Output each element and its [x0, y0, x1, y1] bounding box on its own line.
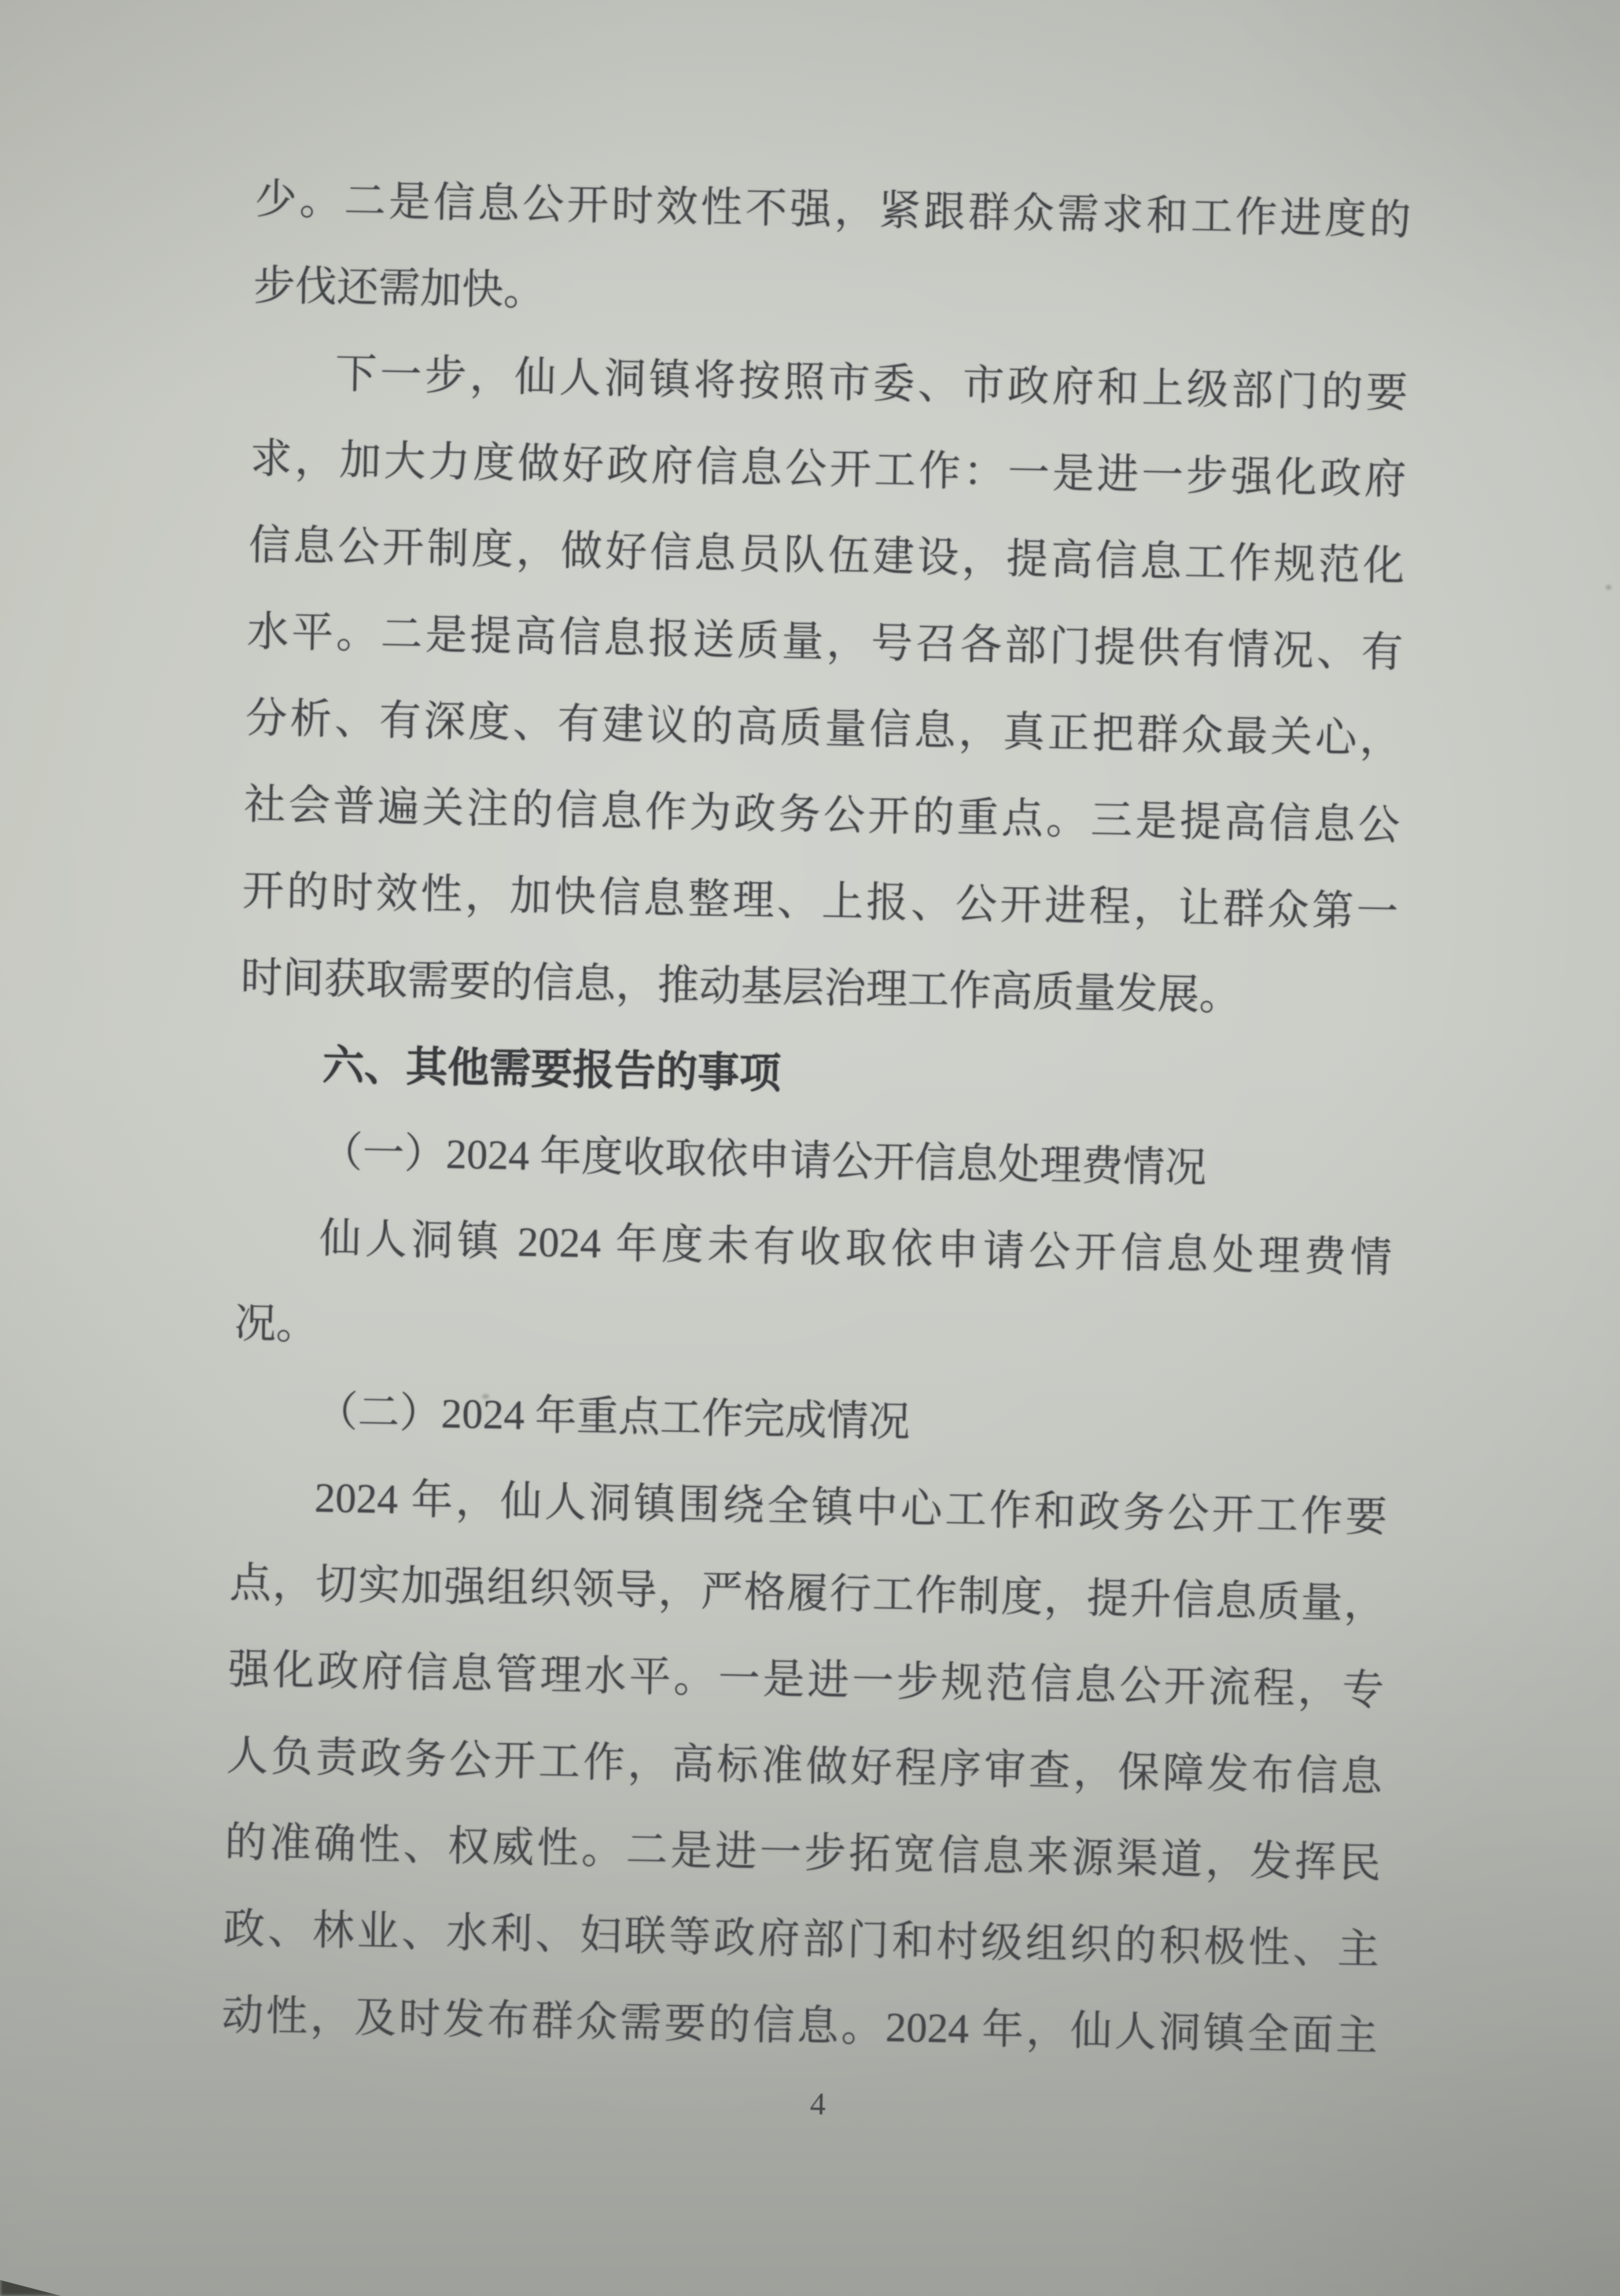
- section-heading: 六、其他需要报告的事项: [322, 1042, 782, 1098]
- text-line: 的准确性、权威性。二是进一步拓宽信息来源渠道，发挥民: [224, 1820, 1382, 1887]
- text-line: 求，加大力度做好政府信息公开工作：一是进一步强化政府: [249, 436, 1407, 503]
- text-line: 点，切实加强组织领导，严格履行工作制度，提升信息质量，: [229, 1560, 1386, 1628]
- text-line: 况。: [234, 1301, 318, 1349]
- text-line: 人负责政务公开工作，高标准做好程序审查，保障发布信息: [226, 1733, 1383, 1801]
- text-block: [221, 156, 1412, 2081]
- text-line: 下一步，仙人洞镇将按照市委、市政府和上级部门的要: [334, 351, 1408, 417]
- paper-corner-shadow: [0, 2277, 61, 2296]
- text-line: 开的时效性，加快信息整理、上报、公开进程，让群众第一: [241, 868, 1399, 936]
- text-line: 政、林业、水利、妇联等政府部门和村级组织的积极性、主: [223, 1906, 1380, 1974]
- text-line: 强化政府信息管理水平。一是进一步规范信息公开流程，专: [227, 1647, 1385, 1714]
- text-line: 时间获取需要的信息，推动基层治理工作高质量发展。: [240, 955, 1242, 1019]
- text-line: 动性，及时发布群众需要的信息。2024 年，仙人洞镇全面主: [221, 1992, 1379, 2060]
- paper-smudge: [1606, 585, 1611, 590]
- subsection-title: （二）2024 年重点工作完成情况: [315, 1389, 911, 1446]
- paper-smudge: [482, 1394, 489, 1399]
- text-line: 步伐还需加快。: [252, 263, 546, 315]
- page-number: 4: [809, 2085, 827, 2122]
- text-line: 信息公开制度，做好信息员队伍建设，提高信息工作规范化: [248, 522, 1405, 590]
- text-line: 水平。二是提高信息报送质量，号召各部门提供有情况、有: [246, 609, 1404, 676]
- text-line: 2024 年，仙人洞镇围绕全镇中心工作和政务公开工作要: [314, 1475, 1388, 1541]
- text-line: 少。二是信息公开时效性不强，紧跟群众需求和工作进度的: [254, 176, 1412, 244]
- text-line: 社会普遍关注的信息作为政务公开的重点。三是提高信息公: [243, 782, 1401, 849]
- subsection-title: （一）2024 年度收取依申请公开信息处理费情况: [320, 1129, 1207, 1192]
- text-line: 分析、有深度、有建议的高质量信息，真正把群众最关心，: [245, 695, 1402, 763]
- text-line: 仙人洞镇 2024 年度未有收取依申请公开信息处理费情: [318, 1216, 1393, 1282]
